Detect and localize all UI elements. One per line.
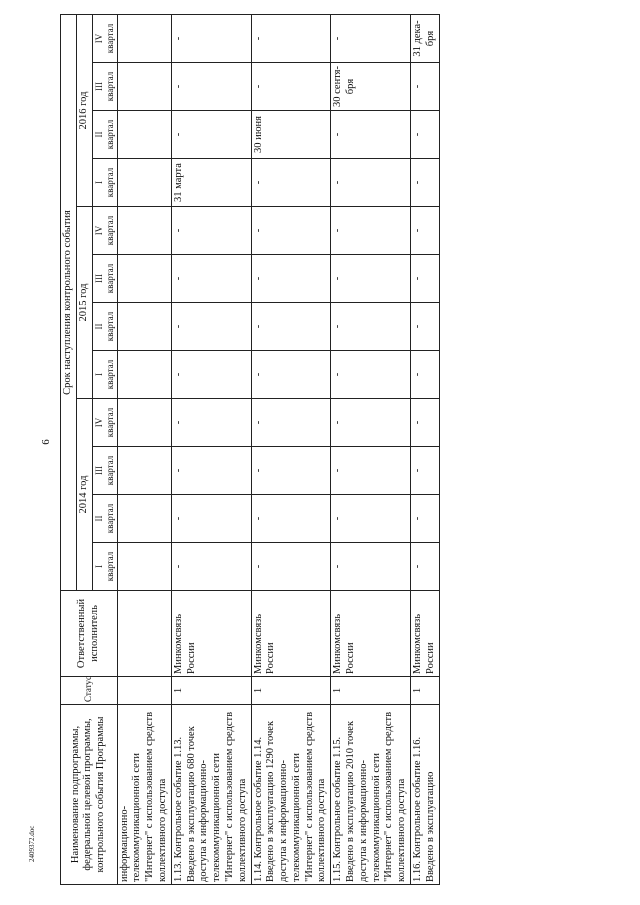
header-quarter <box>92 207 117 255</box>
quarter-numeral: II <box>93 323 104 330</box>
executor-cell: Минкомсвязь России <box>171 591 251 677</box>
header-quarter <box>92 111 117 159</box>
page-number: 6 <box>39 439 52 445</box>
deadline-cell: 31 дека-бря <box>411 14 440 62</box>
executor-cell <box>117 591 171 677</box>
deadline-cell: 30 сентя-бря <box>331 63 411 111</box>
control-events-table <box>60 14 440 885</box>
status-cell <box>117 677 171 705</box>
deadline-cell: - <box>331 543 411 591</box>
deadline-cell: - <box>411 399 440 447</box>
deadline-cell <box>117 495 171 543</box>
header-quarter <box>92 14 117 62</box>
executor-cell: Минкомсвязь России <box>331 591 411 677</box>
header-executor: Ответственный исполнитель <box>61 591 118 677</box>
deadline-cell <box>117 159 171 207</box>
deadline-cell: - <box>411 303 440 351</box>
table-row <box>251 14 331 884</box>
deadline-cell: - <box>411 111 440 159</box>
quarter-numeral: IV <box>93 417 104 428</box>
header-quarter <box>92 303 117 351</box>
header-row-1 <box>61 14 77 884</box>
quarter-word: квартал <box>104 551 115 582</box>
deadline-cell: - <box>331 159 411 207</box>
deadline-cell: - <box>171 351 251 399</box>
deadline-cell: - <box>171 303 251 351</box>
quarter-word: квартал <box>104 215 115 246</box>
table-row <box>117 14 171 884</box>
deadline-cell: - <box>411 495 440 543</box>
deadline-cell <box>117 63 171 111</box>
deadline-cell: - <box>171 447 251 495</box>
deadline-cell: - <box>331 447 411 495</box>
deadline-cell <box>117 14 171 62</box>
header-year: 2015 год <box>76 207 92 399</box>
header-year: 2014 год <box>76 399 92 591</box>
deadline-cell: - <box>251 543 331 591</box>
deadline-cell: - <box>331 255 411 303</box>
deadline-cell: - <box>331 351 411 399</box>
header-quarter <box>92 63 117 111</box>
status-cell: 1 <box>331 677 411 705</box>
executor-cell: Минкомсвязь России <box>251 591 331 677</box>
quarter-numeral: IV <box>93 33 104 44</box>
executor-cell: Минкомсвязь России <box>411 591 440 677</box>
deadline-cell: - <box>251 495 331 543</box>
quarter-word: квартал <box>104 311 115 342</box>
quarter-numeral: I <box>93 565 104 568</box>
event-name-cell: информационно-телекоммуникационной сети "Интернет" с использованием средств коллективного доступа <box>117 705 171 885</box>
quarter-numeral: I <box>93 373 104 376</box>
quarter-numeral: III <box>93 274 104 283</box>
deadline-cell: - <box>251 447 331 495</box>
header-status: Статус <box>61 677 118 705</box>
header-quarter <box>92 255 117 303</box>
quarter-word: квартал <box>104 407 115 438</box>
deadline-cell: - <box>411 447 440 495</box>
event-name-cell: 1.15. Контрольное событие 1.15. Введено в эксплуатацию 2010 точек доступа к информационно-телекоммуникационной сети "Интернет" с использованием средств коллективного доступа <box>331 705 411 885</box>
quarter-numeral: III <box>93 466 104 475</box>
header-quarter <box>92 495 117 543</box>
deadline-cell: - <box>251 399 331 447</box>
deadline-cell: - <box>171 399 251 447</box>
deadline-cell: - <box>411 159 440 207</box>
deadline-cell: - <box>331 207 411 255</box>
deadline-cell: 30 июня <box>251 111 331 159</box>
deadline-cell: - <box>251 63 331 111</box>
event-name-cell: 1.13. Контрольное событие 1.13. Введено в эксплуатацию 680 точек доступа к информационно-телекоммуникационной сети "Интернет" с использованием средств коллективного доступа <box>171 705 251 885</box>
header-quarter <box>92 399 117 447</box>
status-cell: 1 <box>171 677 251 705</box>
deadline-cell: - <box>331 495 411 543</box>
deadline-cell: - <box>331 111 411 159</box>
deadline-cell: - <box>251 159 331 207</box>
deadline-cell <box>117 543 171 591</box>
header-quarter <box>92 351 117 399</box>
deadline-cell: - <box>171 111 251 159</box>
deadline-cell <box>117 351 171 399</box>
deadline-cell: - <box>251 14 331 62</box>
quarter-word: квартал <box>104 167 115 198</box>
deadline-cell: - <box>171 255 251 303</box>
quarter-numeral: IV <box>93 225 104 236</box>
quarter-word: квартал <box>104 359 115 390</box>
deadline-cell <box>117 111 171 159</box>
rotated-table-area <box>60 15 625 885</box>
deadline-cell: - <box>411 255 440 303</box>
quarter-word: квартал <box>104 119 115 150</box>
deadline-cell: - <box>251 351 331 399</box>
quarter-word: квартал <box>104 23 115 54</box>
quarter-numeral: III <box>93 82 104 91</box>
deadline-cell <box>117 255 171 303</box>
event-name-cell: 1.14. Контрольное событие 1.14. Введено в эксплуатацию 1290 точек доступа к информационно-телекоммуникационной сети "Интернет" с использованием средств коллективного доступа <box>251 705 331 885</box>
event-name-cell: 1.16. Контрольное событие 1.16. Введено в эксплуатацию <box>411 705 440 885</box>
deadline-cell: - <box>171 14 251 62</box>
deadline-cell: - <box>171 63 251 111</box>
footer-doc-name: 2409372.doc <box>28 825 36 862</box>
deadline-cell: - <box>331 303 411 351</box>
deadline-cell: - <box>411 543 440 591</box>
deadline-cell: - <box>411 351 440 399</box>
table-body <box>117 14 439 884</box>
deadline-cell: - <box>251 303 331 351</box>
deadline-cell: - <box>411 63 440 111</box>
quarter-numeral: I <box>93 181 104 184</box>
quarter-word: квартал <box>104 71 115 102</box>
deadline-cell <box>117 303 171 351</box>
deadline-cell <box>117 399 171 447</box>
deadline-cell: - <box>171 495 251 543</box>
deadline-cell <box>117 447 171 495</box>
deadline-cell: - <box>411 207 440 255</box>
header-quarter <box>92 447 117 495</box>
table-row <box>411 14 440 884</box>
header-deadline: Срок наступления контрольного события <box>61 14 77 590</box>
quarter-word: квартал <box>104 455 115 486</box>
header-quarter <box>92 543 117 591</box>
quarter-numeral: II <box>93 515 104 522</box>
deadline-cell: - <box>331 399 411 447</box>
deadline-cell: - <box>251 207 331 255</box>
status-cell: 1 <box>411 677 440 705</box>
deadline-cell: - <box>171 207 251 255</box>
table-row <box>331 14 411 884</box>
deadline-cell: - <box>171 543 251 591</box>
deadline-cell <box>117 207 171 255</box>
header-quarter <box>92 159 117 207</box>
quarter-word: квартал <box>104 503 115 534</box>
table-row <box>171 14 251 884</box>
deadline-cell: 31 марта <box>171 159 251 207</box>
quarter-numeral: II <box>93 131 104 138</box>
status-cell: 1 <box>251 677 331 705</box>
quarter-word: квартал <box>104 263 115 294</box>
header-year: 2016 год <box>76 14 92 206</box>
header-name: Наименование подпрограммы, федеральной целевой программы, контрольного события Программы <box>61 705 118 885</box>
deadline-cell: - <box>331 14 411 62</box>
deadline-cell: - <box>251 255 331 303</box>
